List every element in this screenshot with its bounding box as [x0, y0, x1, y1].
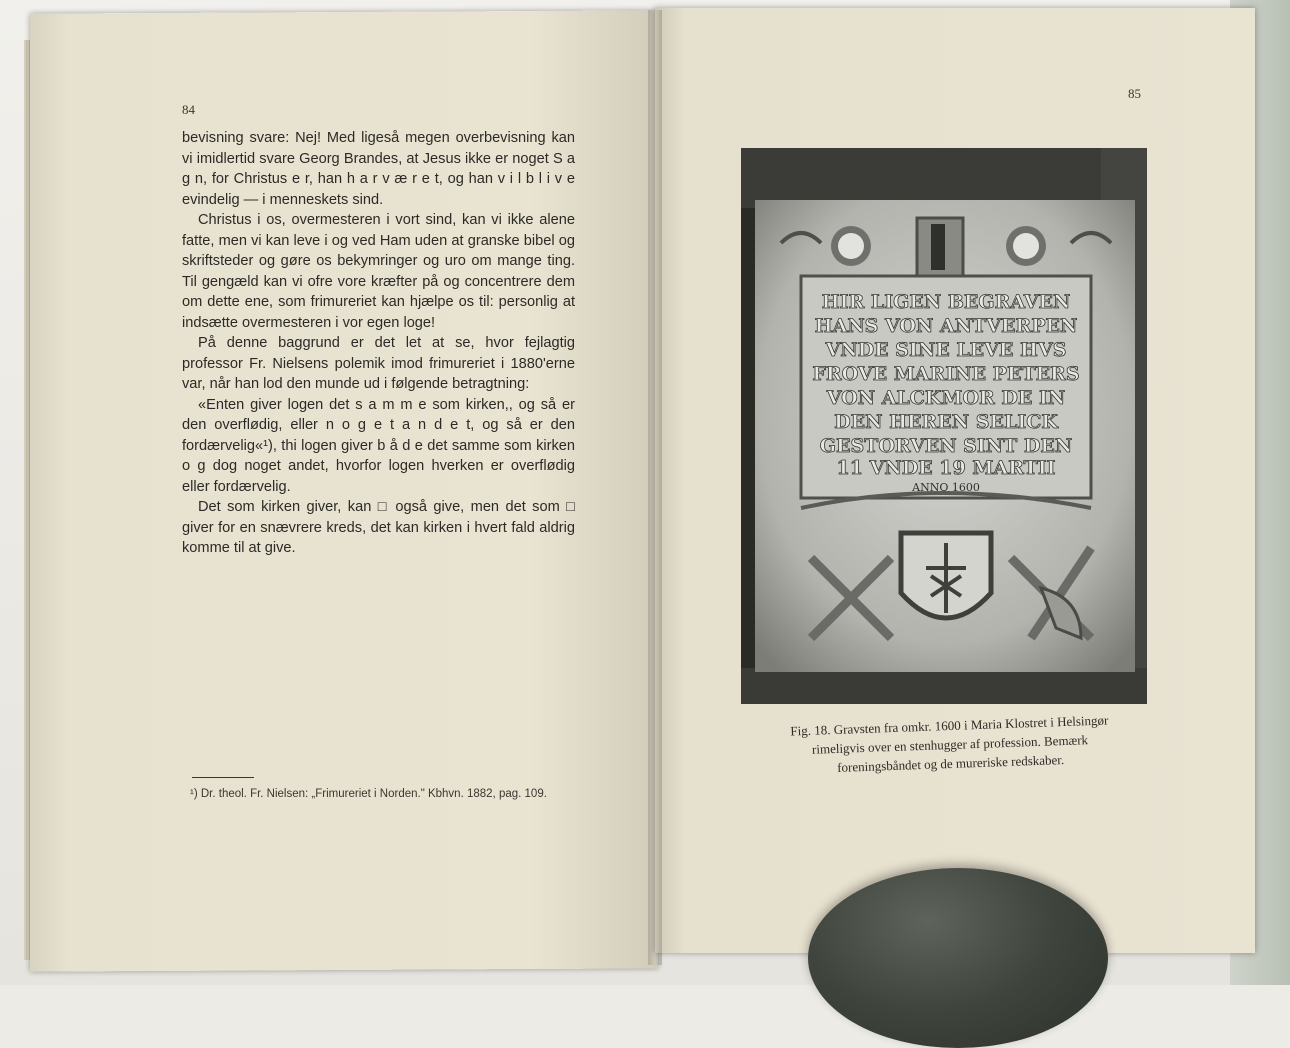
inscription-line: VNDE SINE LEVE HVS: [825, 339, 1067, 361]
paperweight-stone: [808, 868, 1108, 1048]
caption-line: Fig. 18. Gravsten fra omkr. 1600 i Maria Klostret i Helsingør: [790, 712, 1109, 739]
inscription-line: HIR LIGEN BEGRAVEN: [821, 291, 1071, 313]
left-page-body: [182, 128, 575, 559]
paragraph: bevisning svare: Nej! Med ligeså megen overbevisning kan vi imidlertid svare Georg Brandes, at Jesus ikke er noget S a g n, for Christus e r, han h a r v æ r e t, og han v i l b l i v e evindelig — i menneskets sind.: [182, 130, 575, 208]
caption-line: foreningsbåndet og de mureriske redskaber.: [836, 752, 1065, 775]
paragraph: Det som kirken giver, kan □ også give, men det som □ giver for en snævrere kreds, det kan kirken i hvert fald aldrig komme til at give.: [182, 499, 575, 556]
footnote-rule: [192, 777, 254, 778]
paragraph: Christus i os, overmesteren i vort sind, kan vi ikke alene fatte, men vi kan leve i og ved Ham uden at granske bibel og skriftsteder og gøre os bekymringer og uro om mange ting. Til gengæld kan vi ofre vore kræfter på og concentrere dem om dette ene, som frimureriet kan hjælpe os til: personlig at indsætte overmesteren i vor egen loge!: [182, 212, 575, 331]
inscription-line: HANS VON ANTVERPEN: [814, 315, 1078, 337]
inscription-line: FROVE MARINE PETERS: [812, 363, 1080, 385]
inscription-line: DEN HEREN SELICK: [834, 411, 1058, 433]
book-gutter: [648, 10, 662, 965]
paragraph: På denne baggrund er det let at se, hvor fejlagtig professor Fr. Nielsens polemik imod frimureriet i 1880'erne var, når han lod den munde ud i følgende betragtning:: [182, 335, 575, 392]
inscription-line: GESTORVEN SINT DEN: [819, 435, 1073, 457]
right-page-number: 85: [1128, 86, 1141, 101]
gravestone-illustration: [741, 148, 1147, 704]
gravestone-photo: [741, 148, 1147, 704]
inscription-line: VON ALCKMOR DE IN: [826, 387, 1066, 409]
footnote: ¹) Dr. theol. Fr. Nielsen: „Frimureriet i Norden." Kbhvn. 1882, pag. 109.: [190, 788, 547, 800]
inscription-year: ANNO 1600: [912, 481, 980, 494]
left-page-number: 84: [182, 102, 195, 117]
caption-line: rimeligvis over en stenhugger af profession. Bemærk: [811, 732, 1089, 757]
paragraph: «Enten giver logen det s a m m e som kirken,, og så er den overflødig, eller n o g e t a n d e t, og så er den fordærvelig«¹), thi logen giver b å d e det samme som kirken o g dog noget andet, hvorfor logen hverken er overflødig eller fordærvelig.: [182, 396, 575, 495]
inscription-line: 11 VNDE 19 MARTII: [836, 457, 1056, 479]
